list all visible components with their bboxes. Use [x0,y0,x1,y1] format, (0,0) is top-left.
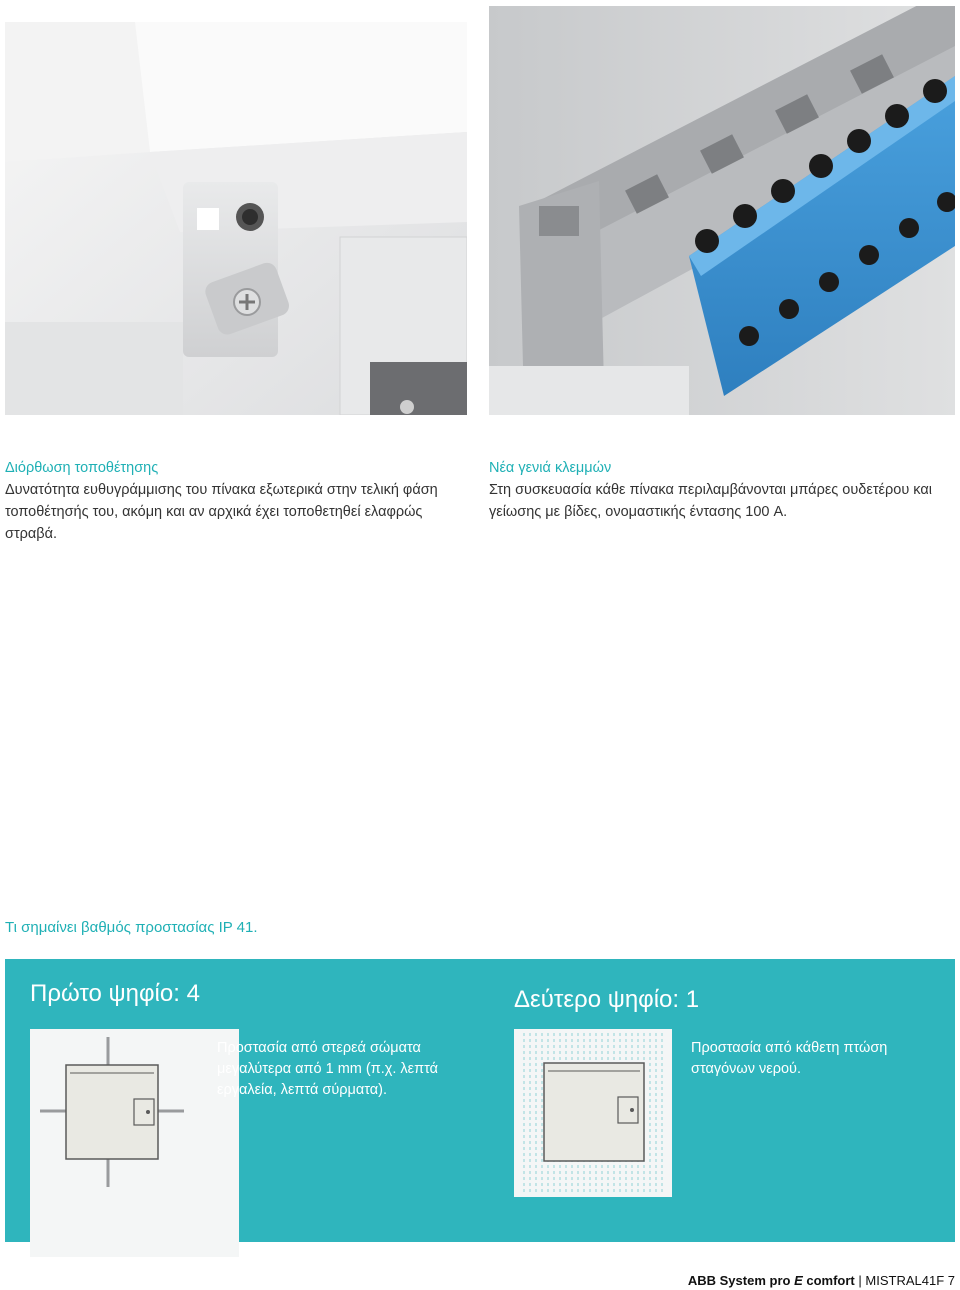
second-digit-description: Προστασία από κάθετη πτώση σταγόνων νερού. [691,1040,888,1077]
solid-objects-protection-icon [30,1029,239,1257]
caption-alignment [5,457,460,545]
blue-terminal-block-icon [489,6,955,415]
footer-brand-tail: comfort [806,1273,855,1288]
terminal-block-photo [489,6,955,415]
caption-terminals-text: Στη συσκευασία κάθε πίνακα περιλαμβάνονται μπάρες ουδετέρου και γείωσης με βίδες, ονομαστικής έντασης 100 A. [489,482,932,520]
first-digit-description: Προστασία από στερεά σώματα μεγαλύτερα από 1 mm (π.χ. λεπτά εργαλεία, λεπτά σύρματα). [217,1040,439,1098]
water-drops-diagram [514,1029,672,1197]
caption-terminals-title: Νέα γενιά κλεμμών [489,460,612,476]
ip-protection-panel [5,959,955,1242]
footer-brand-e: E [794,1273,803,1288]
first-digit-title: Πρώτο ψηφίο: 4 [30,980,200,1007]
ip-section-heading: Τι σημαίνει βαθμός προστασίας IP 41. [5,919,258,936]
solid-objects-diagram [30,1029,239,1257]
page-footer [688,1273,955,1288]
footer-brand: ABB System pro [687,1273,791,1288]
second-digit-title: Δεύτερο ψηφίο: 1 [514,986,700,1013]
enclosure-adjustment-photo [5,22,467,415]
caption-terminals [489,457,955,523]
enclosure-adjustment-screw-icon [5,22,467,415]
caption-alignment-title: Διόρθωση τοποθέτησης [5,460,159,476]
footer-product: MISTRAL41F [865,1273,945,1288]
footer-page-number: 7 [947,1273,955,1288]
caption-alignment-text: Δυνατότητα ευθυγράμμισης του πίνακα εξωτερικά στην τελική φάση τοποθέτησής του, ακόμη και αν αρχικά έχει τοποθετηθεί ελαφρώς στραβά. [5,482,438,542]
vertical-water-drops-icon [514,1029,672,1197]
footer-separator: | [858,1273,862,1288]
